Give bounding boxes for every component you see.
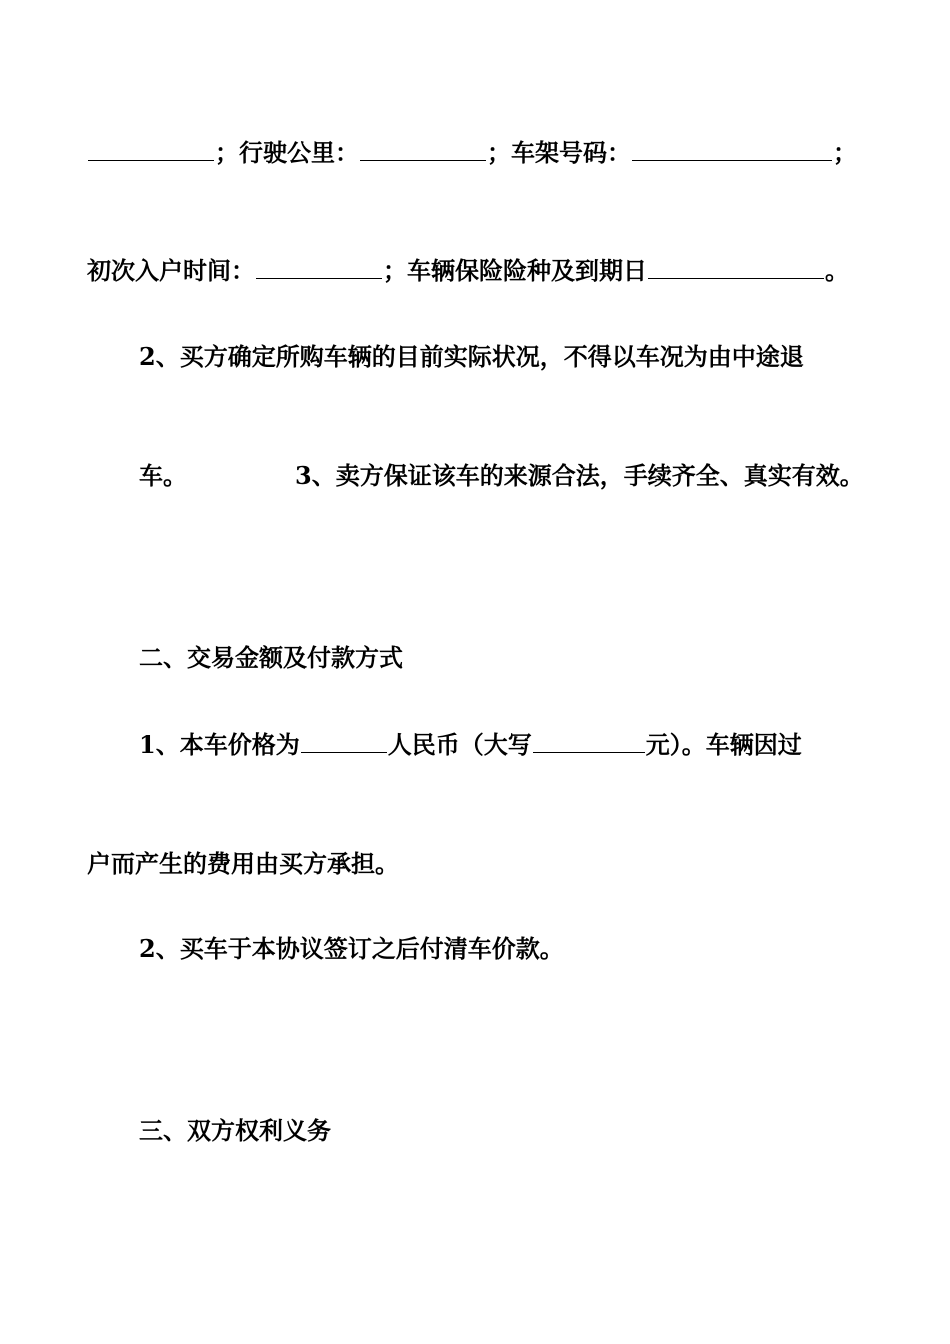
mileage-blank[interactable]: [360, 138, 486, 161]
clause-1-3: 3、卖方保证该车的来源合法，手续齐全、真实有效。: [295, 461, 864, 490]
insurance-blank[interactable]: [648, 256, 824, 279]
insurance-label: ；车辆保险险种及到期日: [383, 256, 647, 285]
clause-1-2-continuation: [139, 461, 864, 491]
yuan-label: 元）。车辆因过: [645, 730, 802, 759]
vin-blank[interactable]: [632, 138, 832, 161]
vehicle-info-line-1: [87, 138, 857, 168]
line-end-punct: ；: [833, 138, 857, 167]
registration-date-blank[interactable]: [256, 256, 382, 279]
section-2-heading: 二、交易金额及付款方式: [139, 643, 403, 672]
mileage-label: ；行驶公里：: [215, 138, 359, 167]
price-uppercase-blank[interactable]: [533, 730, 645, 753]
rmb-label: 人民币（大写: [387, 730, 532, 759]
clause-1-2-end: 车。: [139, 461, 187, 490]
clause-2-1-continuation: 户而产生的费用由买方承担。: [87, 849, 399, 878]
price-label: 1、本车价格为: [139, 730, 300, 759]
fill-blank[interactable]: [88, 138, 214, 161]
line-end-punct: 。: [825, 256, 849, 285]
registration-date-label: 初次入户时间：: [87, 256, 255, 285]
vehicle-info-line-2: [87, 256, 849, 286]
clause-2-2: 2、买车于本协议签订之后付清车价款。: [139, 934, 564, 963]
vin-label: ；车架号码：: [487, 138, 631, 167]
clause-1-2: 2、买方确定所购车辆的目前实际状况，不得以车况为由中途退: [139, 342, 804, 371]
section-3-heading: 三、双方权利义务: [139, 1116, 331, 1145]
price-blank[interactable]: [301, 730, 387, 753]
clause-2-1: [139, 730, 802, 760]
